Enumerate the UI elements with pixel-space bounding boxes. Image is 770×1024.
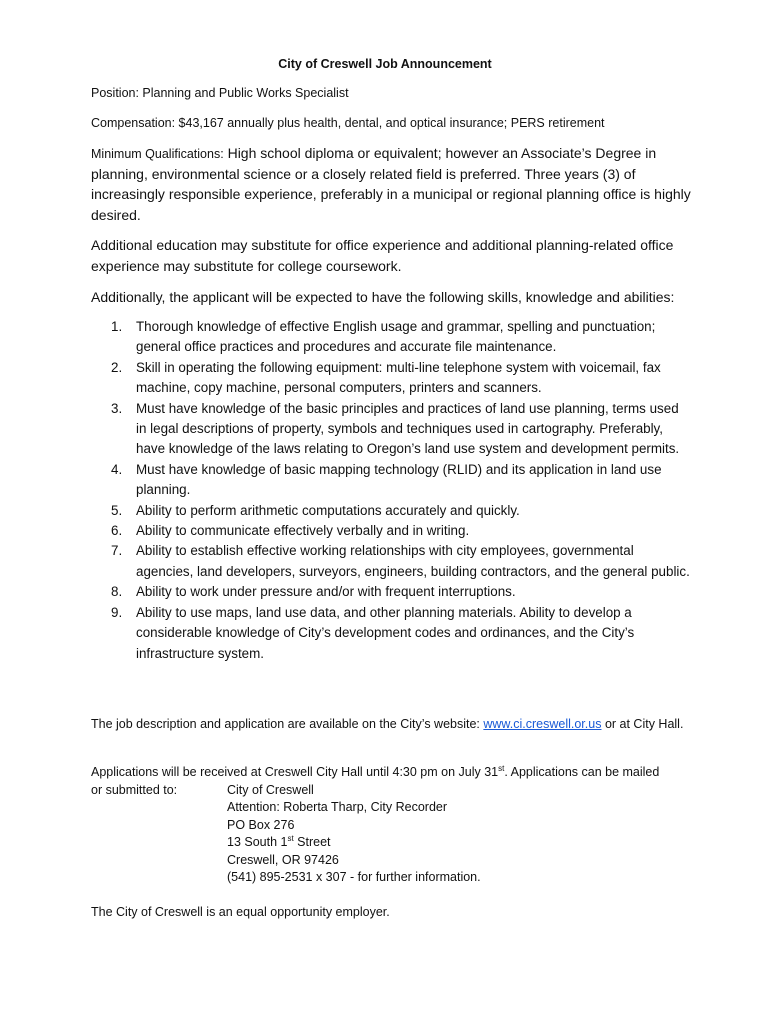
address-street-suffix: st [287, 834, 294, 844]
list-item-number: 8. [111, 584, 123, 600]
address-line-3: PO Box 276 [227, 817, 295, 832]
address-line-6: (541) 895-2531 x 307 - for further information. [227, 870, 481, 885]
applications-text: Applications will be received at Creswell City Hall until 4:30 pm on July 31 [91, 765, 499, 779]
skills-list-item [91, 317, 691, 358]
applications-submitted-to: or submitted to: [91, 783, 178, 797]
list-item-number: 2. [111, 359, 123, 375]
skills-list-item [91, 358, 691, 399]
website-link[interactable]: www.ci.creswell.or.us [483, 717, 602, 731]
skills-list-item [91, 582, 691, 602]
list-item-text: Ability to use maps, land use data, and other planning materials. Ability to develop a considerable knowledge of City’s development codes and ordinances, and the City’s infrastructure system. [136, 604, 635, 661]
list-item-text: Must have knowledge of the basic principles and practices of land use planning, terms used in legal descriptions of property, symbols and techniques used in cartography. Preferably, have knowledge of the laws relating to Oregon’s land use system and development permits. [136, 400, 680, 457]
list-item-number: 1. [111, 319, 123, 334]
skills-list-item [91, 521, 691, 541]
skills-list-item [91, 603, 691, 664]
skills-list-item [91, 460, 691, 501]
skills-list-item [91, 399, 691, 460]
website-text-before: The job description and application are available on the City’s website: [91, 717, 484, 731]
list-item-number: 5. [111, 502, 123, 518]
min-qualifications-text: High school diploma or equivalent; however an Associate’s Degree in planning, environmental science or a closely related field is preferred. Three years (3) of increasingly responsible experience, preferably in a municipal or regional planning office is highly desired. [91, 145, 691, 223]
list-item-number: 9. [111, 604, 123, 620]
list-item-text: Must have knowledge of basic mapping technology (RLID) and its application in land use planning. [136, 461, 662, 498]
list-item-number: 4. [111, 461, 123, 477]
skills-list [91, 317, 691, 664]
address-line-2: Attention: Roberta Tharp, City Recorder [227, 800, 448, 815]
address-line-1: City of Creswell [227, 783, 314, 797]
address-street-number: 13 South 1 [227, 835, 288, 850]
applications-line [91, 764, 659, 781]
applications-text-end: . Applications can be mailed [504, 765, 660, 779]
mailing-address [227, 782, 481, 886]
compensation-line: Compensation: $43,167 annually plus health, dental, and optical insurance; PERS retirement [91, 116, 605, 130]
skills-intro: Additionally, the applicant will be expected to have the following skills, knowledge and abilities: [91, 289, 675, 305]
address-street-name: Street [293, 835, 331, 850]
list-item-text: Ability to work under pressure and/or with frequent interruptions. [136, 584, 516, 600]
address-line-5: Creswell, OR 97426 [227, 852, 339, 867]
list-item-number: 3. [111, 400, 123, 416]
skills-list-item [91, 501, 691, 521]
address-line-4 [227, 834, 481, 851]
list-item-text: Skill in operating the following equipment: multi-line telephone system with voicemail, fax machine, copy machine, personal computers, printers and scanners. [136, 359, 661, 396]
website-text-after: or at City Hall. [601, 717, 684, 731]
page-title: City of Creswell Job Announcement [278, 57, 492, 71]
list-item-number: 6. [111, 523, 123, 539]
list-item-text: Ability to perform arithmetic computations accurately and quickly. [136, 502, 520, 518]
list-item-text: Ability to communicate effectively verbally and in writing. [136, 523, 470, 539]
list-item-text: Thorough knowledge of effective English usage and grammar, spelling and punctuation; general office practices and procedures and accurate file maintenance. [136, 319, 656, 355]
list-item-number: 7. [111, 543, 123, 559]
list-item-text: Ability to establish effective working relationships with city employees, governmental agencies, land developers, surveyors, engineers, building contractors, and the general public. [136, 543, 690, 579]
applications-date-suffix: st [498, 763, 505, 773]
position-line: Position: Planning and Public Works Specialist [91, 86, 349, 100]
additional-education-paragraph: Additional education may substitute for office experience and additional planning-related office experience may substitute for college coursework. [91, 237, 674, 274]
skills-list-item [91, 541, 691, 582]
min-qualifications-label: Minimum Qualifications: [91, 147, 224, 161]
equal-opportunity-statement: The City of Creswell is an equal opportunity employer. [91, 905, 390, 919]
min-qualifications-paragraph [91, 143, 691, 225]
website-paragraph [91, 716, 691, 733]
